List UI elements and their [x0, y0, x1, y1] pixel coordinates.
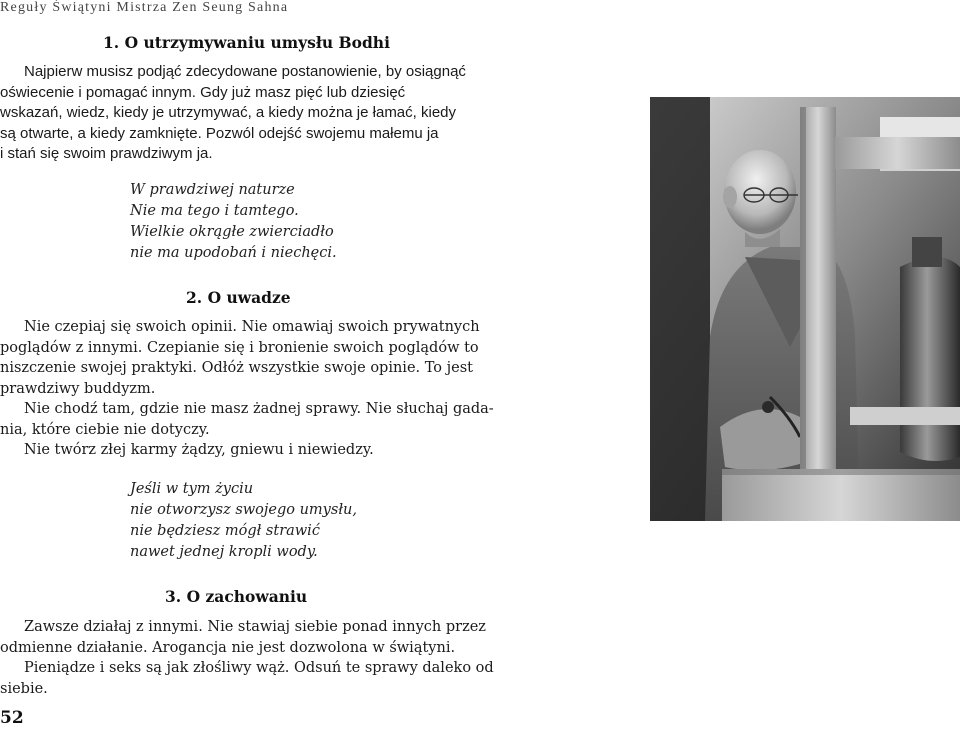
- body-line: wskazań, wiedz, kiedy je utrzymywać, a kiedy można je łamać, kiedy: [0, 104, 457, 121]
- verse-line: Wielkie okrągłe zwierciadło: [130, 224, 334, 240]
- verse-line: W prawdziwej naturze: [130, 182, 295, 198]
- body-line: oświecenie i pomagać innym. Gdy już masz pięć lub dziesięć: [0, 83, 406, 101]
- body-line: niszczenie swojej praktyki. Odłóż wszystkie swoje opinie. To jest: [0, 360, 473, 376]
- body-line: poglądów z innymi. Czepianie się i bronienie swoich poglądów to: [0, 339, 479, 356]
- body-line: Zawsze działaj z innymi. Nie stawiaj siebie ponad innych przez: [24, 619, 486, 635]
- body-line: Nie twórz złej karmy żądzy, gniewu i niewiedzy.: [24, 442, 374, 458]
- page-number: 52: [0, 708, 24, 728]
- section-1-body: [0, 62, 466, 165]
- verse-line: Nie ma tego i tamtego.: [130, 203, 299, 219]
- body-line: odmienne działanie. Arogancja nie jest dozwolona w świątyni.: [0, 639, 456, 656]
- body-line: i stań się swoim prawdziwym ja.: [0, 145, 213, 162]
- section-3-body: [0, 617, 494, 699]
- section-1-verse: [130, 180, 337, 264]
- section-2-body: [0, 317, 494, 461]
- verse-line: nie ma upodobań i niechęci.: [130, 245, 337, 261]
- body-line: Pieniądze i seks są jak złośliwy wąż. Odsuń te sprawy daleko od: [24, 660, 494, 676]
- body-line: nia, które ciebie nie dotyczy.: [0, 421, 210, 438]
- section-2-title: 2. O uwadze: [186, 288, 291, 307]
- verse-line: nie będziesz mógł strawić: [130, 523, 320, 539]
- body-line: Nie czepiaj się swoich opinii. Nie omawiaj swoich prywatnych: [24, 319, 480, 335]
- verse-line: Jeśli w tym życiu: [130, 481, 254, 497]
- section-2-verse: [130, 479, 357, 563]
- verse-line: nawet jednej kropli wody.: [130, 544, 318, 560]
- section-1-title: 1. O utrzymywaniu umysłu Bodhi: [103, 33, 390, 52]
- verse-line: nie otworzysz swojego umysłu,: [130, 502, 357, 518]
- body-line: są otwarte, a kiedy zamknięte. Pozwól odejść swojemu małemu ja: [0, 124, 439, 142]
- monk-photo: [650, 97, 960, 521]
- monk-photo-illustration: [650, 97, 960, 521]
- running-header: Reguły Świątyni Mistrza Zen Seung Sahna: [0, 0, 289, 15]
- body-line: siebie.: [0, 680, 48, 697]
- section-3-title: 3. O zachowaniu: [165, 587, 308, 606]
- body-line: prawdziwy buddyzm.: [0, 380, 156, 397]
- body-line: Najpierw musisz podjąć zdecydowane postanowienie, by osiągnąć: [24, 63, 466, 80]
- body-line: Nie chodź tam, gdzie nie masz żadnej sprawy. Nie słuchaj gada-: [24, 401, 494, 417]
